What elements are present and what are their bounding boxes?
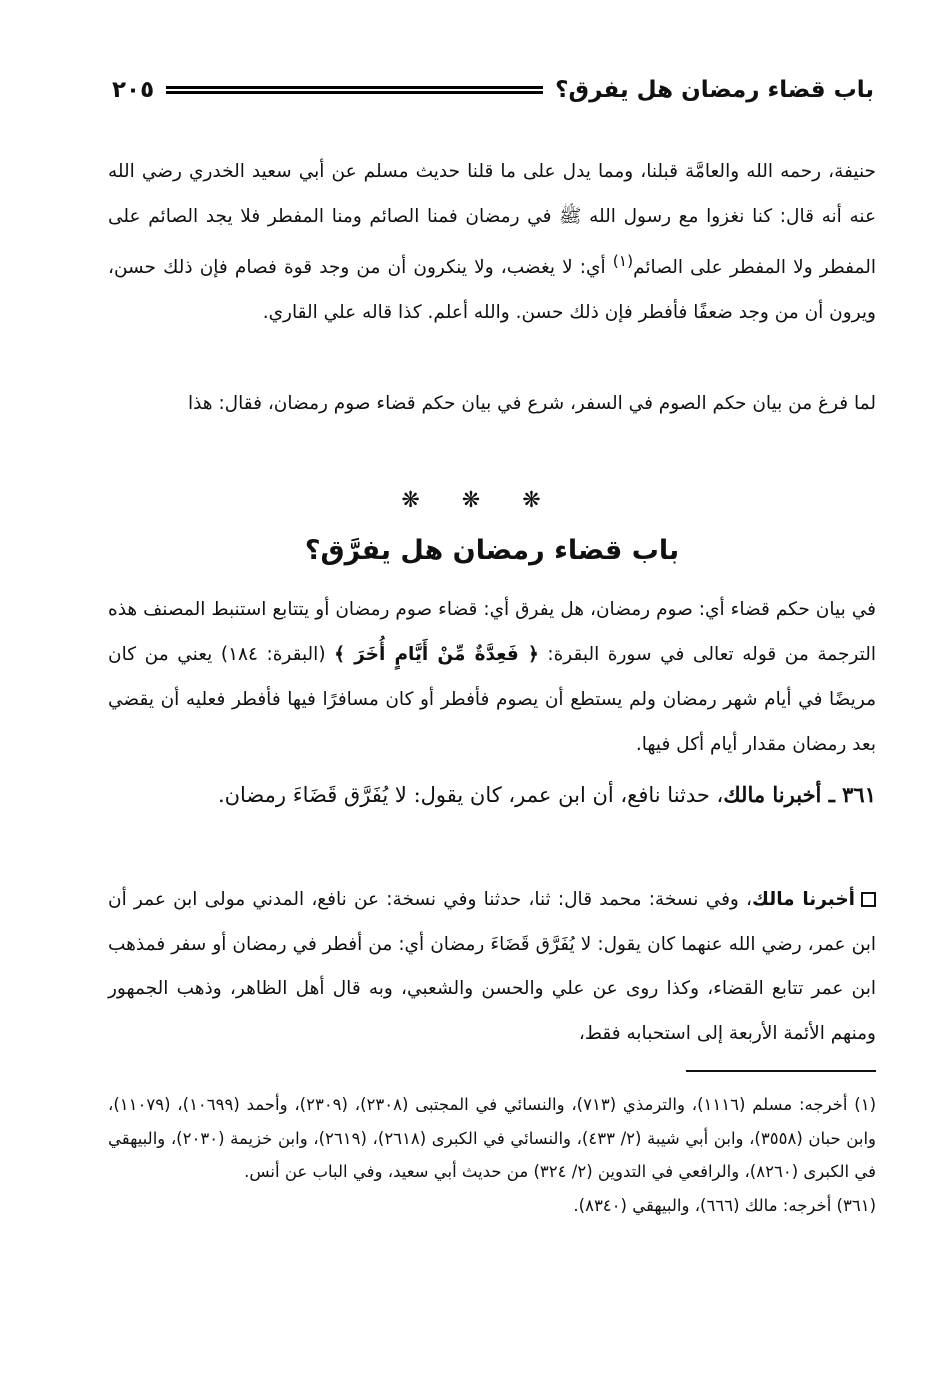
header-title: باب قضاء رمضان هل يفرق؟	[555, 77, 874, 103]
footnotes	[108, 1088, 876, 1222]
footnote-item: (٣٦١) أخرجه: مالك (٦٦٦)، والبيهقي (٨٣٤٠).	[573, 1195, 876, 1215]
paragraph-1	[108, 150, 876, 335]
footnote-separator	[686, 1070, 876, 1072]
header-rule	[166, 86, 543, 94]
running-header	[112, 72, 874, 108]
commentary-body: ، وفي نسخة: محمد قال: ثنا، حدثنا وفي نسخة: عن نافع، المدني مولى ابن عمر أن ابن عمر، رضي الله عنهما كان يقول: لا يُفَرَّق قَضَاءَ رمضان أي: من أفطر في رمضان أو سفر فمذهب ابن عمر تتابع القضاء، وكذا روى عن علي والحسن والشعبي، وبه قال أهل الظاهر، وذهب الجمهور ومنهم الأئمة الأربعة إلى استحبابه فقط،	[108, 889, 876, 1044]
paragraph-intro-text: في بيان حكم قضاء أي: صوم رمضان، هل يفرق أي: قضاء صوم رمضان أو يتتابع استنبط المصنف هذه الترجمة من قوله تعالى في سورة البقرة:	[108, 599, 876, 665]
hadith-number-label: ٣٦١ ـ أخبرنا مالك	[723, 782, 876, 807]
hadith-body: ، حدثنا نافع، أن ابن عمر، كان يقول: لا يُفَرَّق قَضَاءَ رمضان.	[217, 783, 724, 807]
paragraph-intro	[108, 587, 876, 767]
footnote-ref[interactable]: (١)	[612, 252, 634, 270]
footnote-item: (١) أخرجه: مسلم (١١١٦)، والترمذي (٧١٣)، والنسائي في المجتبى (٢٣٠٨)، (٢٣٠٩)، وأحمد (١٠٦٩٩)، (١١٠٧٩)، وابن حبان (٣٥٥٨)، وابن أبي شيبة (٢/ ٤٣٣)، والنسائي في الكبرى (٢٦١٨)، (٢٦١٩)، وابن خزيمة (٢٠٣٠)، والبيهقي في الكبرى (٨٢٦٠)، والرافعي في التدوين (٢/ ٣٢٤) من حديث أبي سعيد، وفي الباب عن أنس.	[108, 1095, 876, 1181]
page-number: ٢٠٥	[112, 77, 155, 103]
paragraph-intro-rest: (البقرة: ١٨٤) يعني من كان مريضًا في أيام شهر رمضان ولم يستطع أن يصوم فأفطر أو كان مسافرًا فيها فأفطر فعليه أن يقضي بعد رمضان مقدار أيام أكل فيها.	[108, 644, 876, 755]
hadith-text	[108, 771, 876, 819]
section-title: باب قضاء رمضان هل يفرَّق؟	[304, 535, 680, 566]
square-marker-icon	[861, 892, 876, 907]
paragraph-2: لما فرغ من بيان حكم الصوم في السفر، شرع في بيان حكم قضاء صوم رمضان، فقال: هذا	[187, 393, 876, 414]
paragraph-1-text: حنيفة، رحمه الله والعامَّة قبلنا، ومما يدل على ما قلنا حديث مسلم عن أبي سعيد الخدري رضي الله عنه أنه قال: كنا نغزوا مع رسول الله ﷺ في رمضان فمنا الصائم ومنا المفطر فلا يجد الصائم على المفطر ولا المفطر على الصائم	[108, 161, 876, 279]
paragraph-1-rest: أي: لا يغضب، ولا ينكرون أن من وجد قوة فصام فإن ذلك حسن، ويرون أن من وجد ضعفًا فأفطر فإن ذلك حسن. والله أعلم. كذا قاله علي القاري.	[108, 257, 876, 323]
section-divider-stars: ❋❋❋	[401, 488, 583, 513]
quran-verse: ﴿ فَعِدَّةٌ مِّنْ أَيَّامٍ أُخَرَ ﴾	[334, 644, 539, 665]
commentary	[108, 878, 876, 1056]
commentary-label: أخبرنا مالك	[752, 889, 855, 910]
